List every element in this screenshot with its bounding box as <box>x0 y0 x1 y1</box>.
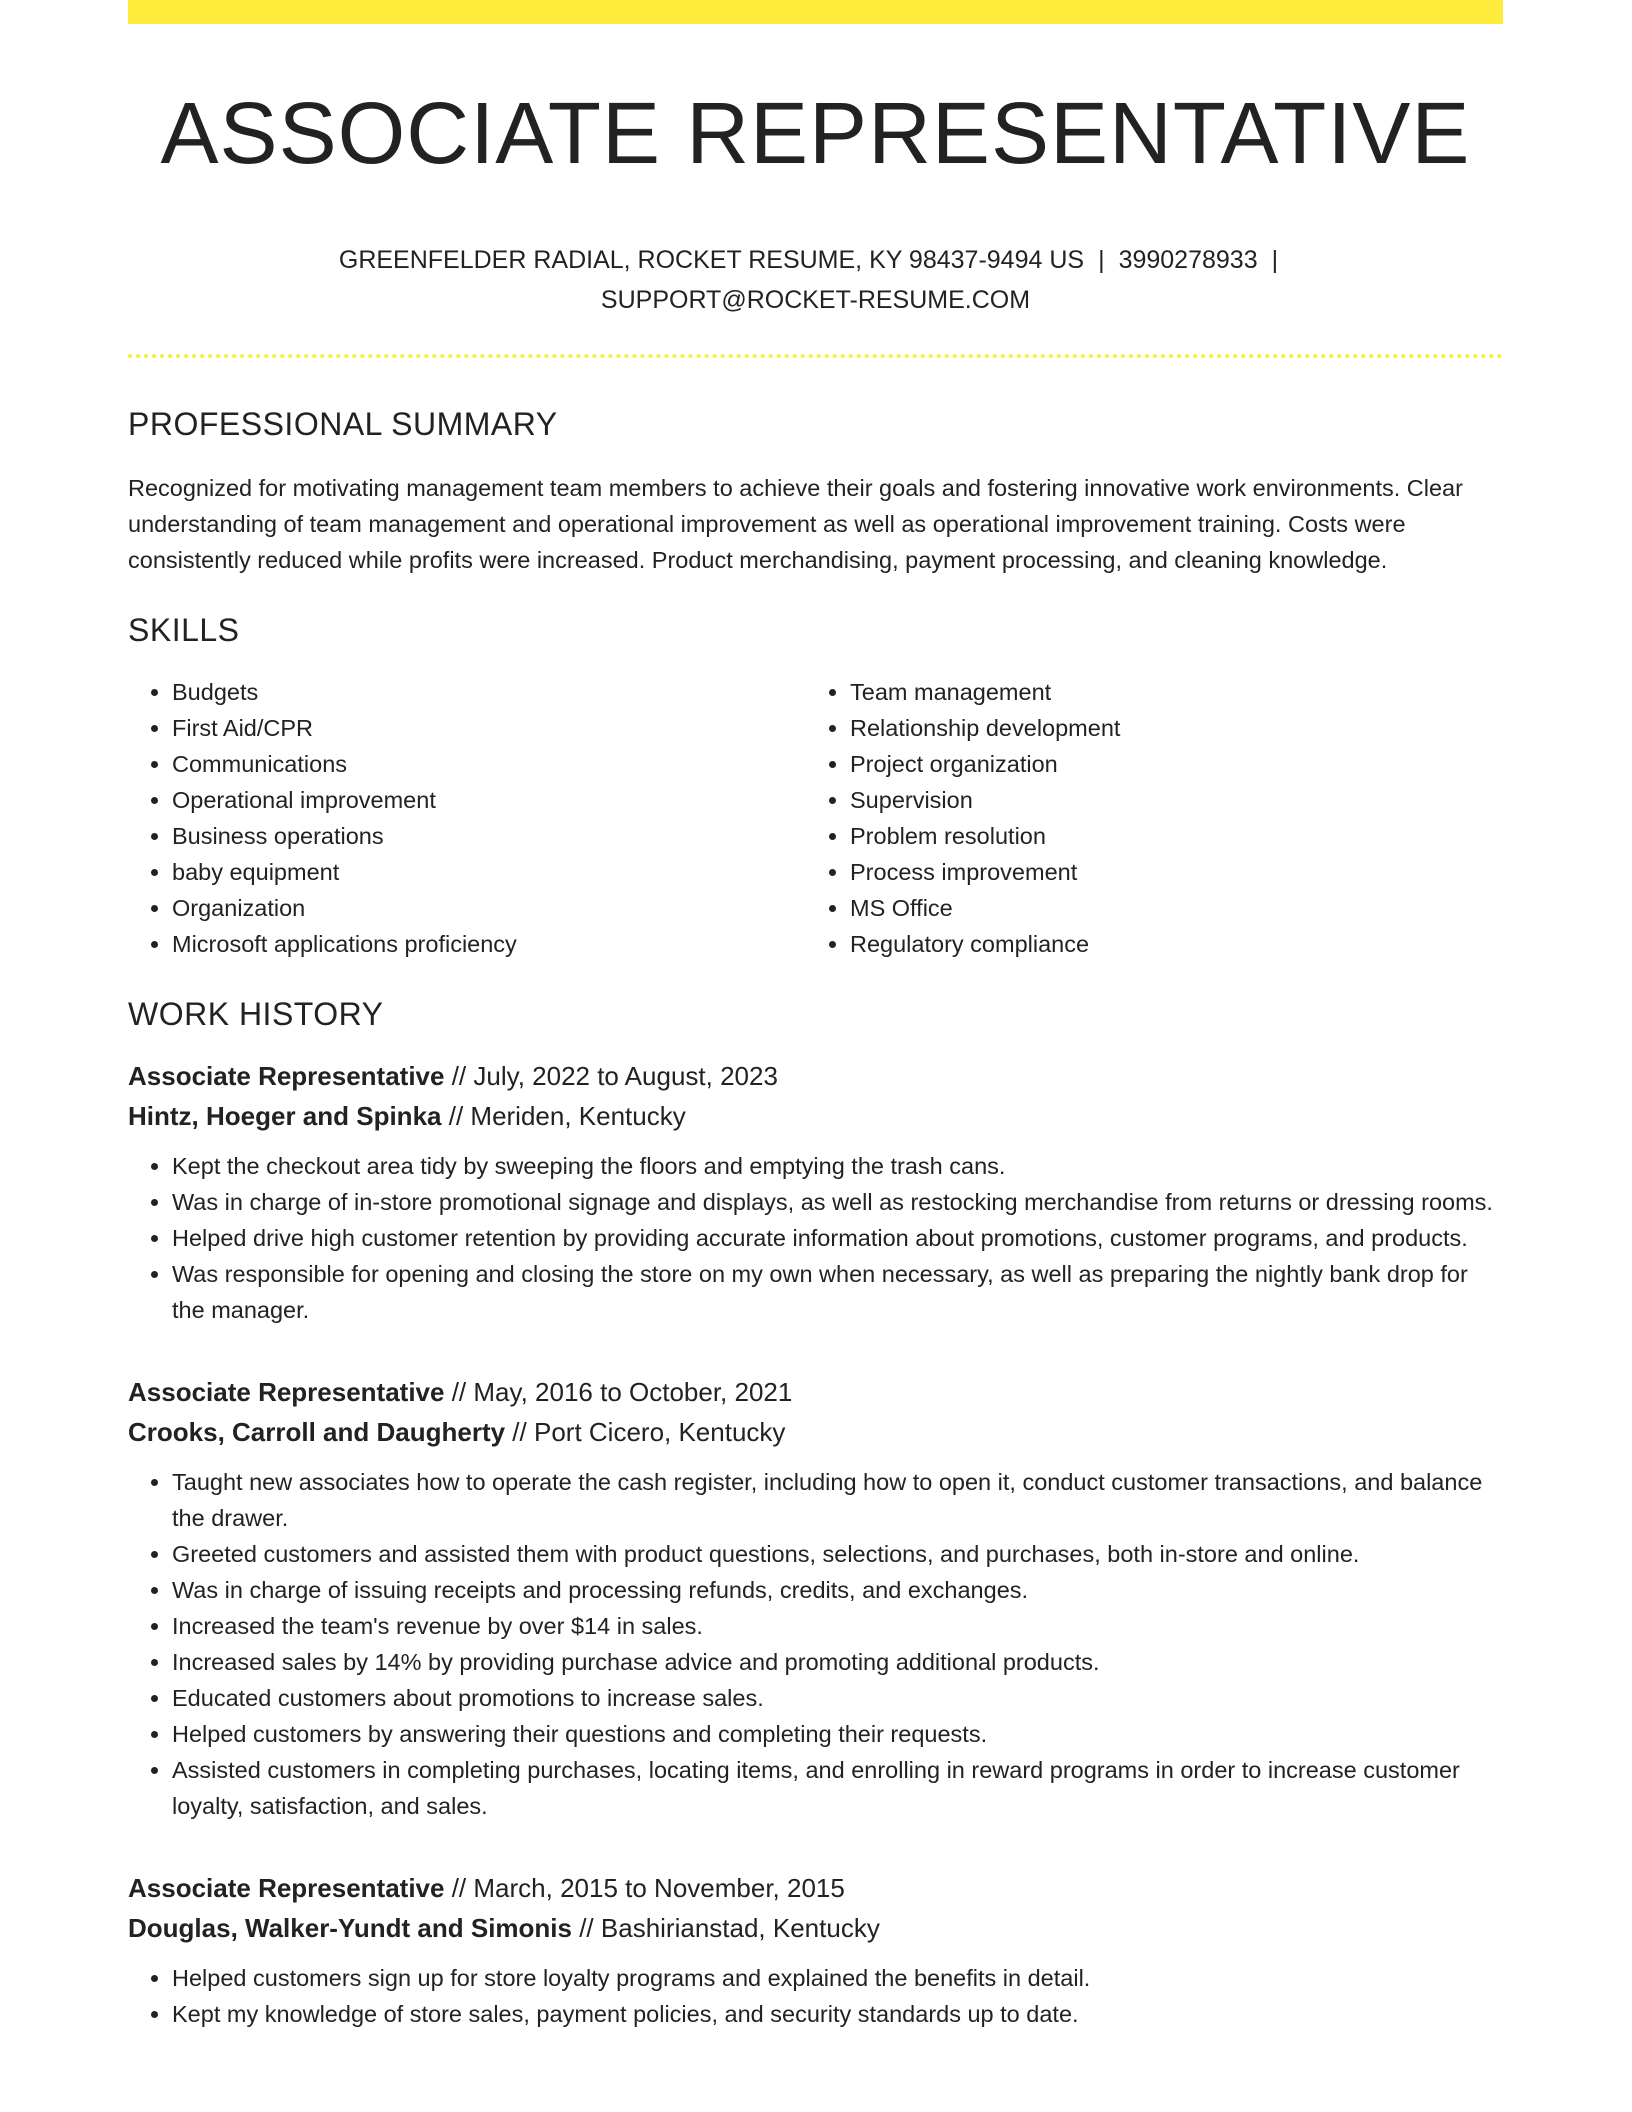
resume-page <box>128 0 1503 2032</box>
job-bullets <box>128 1148 1503 1328</box>
job-bullet: • Taught new associates how to operate the cash register, including how to open it, conduct customer transactions, and balance the drawer. <box>172 1464 1503 1536</box>
skill-item: • Operational improvement <box>172 782 806 818</box>
dotted-divider <box>128 354 1503 358</box>
job-title-line <box>128 1868 1503 1908</box>
job-title-line <box>128 1372 1503 1412</box>
contact-separator: | <box>1271 245 1279 274</box>
job-divider: // <box>441 1100 471 1131</box>
contact-email: SUPPORT@ROCKET-RESUME.COM <box>600 285 1031 314</box>
skill-item: • Communications <box>172 746 806 782</box>
skills-list <box>128 674 1503 962</box>
job-role: Associate Representative <box>128 1376 445 1407</box>
job-bullet: • Helped drive high customer retention by providing accurate information about promotions, customer programs, and products. <box>172 1220 1503 1256</box>
job-entry <box>128 1056 1503 1328</box>
contact-address: GREENFELDER RADIAL, ROCKET RESUME, KY 98437-9494 US <box>338 245 1085 274</box>
skills-column-left <box>128 674 806 962</box>
job-bullet: • Assisted customers in completing purchases, locating items, and enrolling in reward programs in order to increase customer loyalty, satisfaction, and sales. <box>172 1752 1503 1824</box>
skill-item: • MS Office <box>850 890 1484 926</box>
job-company: Hintz, Hoeger and Spinka <box>128 1100 442 1131</box>
job-entry <box>128 1868 1503 2032</box>
job-entry <box>128 1372 1503 1824</box>
summary-heading: PROFESSIONAL SUMMARY <box>128 405 558 442</box>
skill-item: • Supervision <box>850 782 1484 818</box>
job-dates: July, 2022 to August, 2023 <box>473 1060 778 1091</box>
contact-separator: | <box>1098 245 1105 274</box>
skills-heading: SKILLS <box>128 611 240 648</box>
job-role: Associate Representative <box>128 1872 445 1903</box>
skill-item: • baby equipment <box>172 854 806 890</box>
summary-text: Recognized for motivating management team members to achieve their goals and fostering innovative work environments. Clear understanding of team management and operational improvement as well as operational improvement training. Costs were consistently reduced while profits were increased. Product merchandising, payment processing, and cleaning knowledge. <box>128 474 1463 573</box>
skill-item: • Project organization <box>850 746 1484 782</box>
skill-item: • First Aid/CPR <box>172 710 806 746</box>
skill-item: • Problem resolution <box>850 818 1484 854</box>
job-dates: March, 2015 to November, 2015 <box>473 1872 845 1903</box>
skill-item: • Regulatory compliance <box>850 926 1484 962</box>
job-dates: May, 2016 to October, 2021 <box>473 1376 793 1407</box>
job-bullet: • Increased sales by 14% by providing purchase advice and promoting additional products. <box>172 1644 1503 1680</box>
job-divider: // <box>571 1912 601 1943</box>
contact-phone: 3990278933 <box>1118 245 1258 274</box>
job-divider: // <box>505 1416 534 1447</box>
job-company: Crooks, Carroll and Daugherty <box>128 1416 506 1447</box>
job-divider: // <box>444 1376 474 1407</box>
skill-item: • Process improvement <box>850 854 1484 890</box>
job-company-line <box>128 1908 1503 1948</box>
job-bullet: • Was responsible for opening and closing the store on my own when necessary, as well as preparing the nightly bank drop for the manager. <box>172 1256 1503 1328</box>
skill-item: • Business operations <box>172 818 806 854</box>
job-bullet: • Educated customers about promotions to increase sales. <box>172 1680 1503 1716</box>
job-location: Meriden, Kentucky <box>470 1100 686 1131</box>
job-bullets <box>128 1960 1503 2032</box>
job-bullet: • Kept my knowledge of store sales, payment policies, and security standards up to date. <box>172 1996 1503 2032</box>
job-bullets <box>128 1464 1503 1824</box>
job-bullet: • Was in charge of in-store promotional signage and displays, as well as restocking merchandise from returns or dressing rooms. <box>172 1184 1503 1220</box>
skill-item: • Relationship development <box>850 710 1484 746</box>
job-bullet: • Increased the team's revenue by over $14 in sales. <box>172 1608 1503 1644</box>
job-divider: // <box>444 1872 474 1903</box>
skill-item: • Budgets <box>172 674 806 710</box>
job-location: Port Cicero, Kentucky <box>533 1416 786 1447</box>
skill-item: • Microsoft applications proficiency <box>172 926 806 962</box>
accent-top-bar <box>128 0 1503 24</box>
job-bullet: • Helped customers by answering their questions and completing their requests. <box>172 1716 1503 1752</box>
contact-info <box>316 240 1316 320</box>
job-company: Douglas, Walker-Yundt and Simonis <box>128 1912 572 1943</box>
work-history-heading: WORK HISTORY <box>128 995 384 1032</box>
job-role: Associate Representative <box>128 1060 445 1091</box>
job-bullet: • Kept the checkout area tidy by sweeping the floors and emptying the trash cans. <box>172 1148 1503 1184</box>
skills-column-right <box>806 674 1484 962</box>
job-title-line <box>128 1056 1503 1096</box>
job-location: Bashirianstad, Kentucky <box>600 1912 880 1943</box>
candidate-name: ASSOCIATE REPRESENTATIVE <box>160 85 1471 182</box>
job-company-line <box>128 1412 1503 1452</box>
job-divider: // <box>444 1060 474 1091</box>
job-bullet: • Was in charge of issuing receipts and processing refunds, credits, and exchanges. <box>172 1572 1503 1608</box>
job-bullet: • Greeted customers and assisted them with product questions, selections, and purchases, both in-store and online. <box>172 1536 1503 1572</box>
skill-item: • Team management <box>850 674 1484 710</box>
job-bullet: • Helped customers sign up for store loyalty programs and explained the benefits in detail. <box>172 1960 1503 1996</box>
skill-item: • Organization <box>172 890 806 926</box>
job-company-line <box>128 1096 1503 1136</box>
